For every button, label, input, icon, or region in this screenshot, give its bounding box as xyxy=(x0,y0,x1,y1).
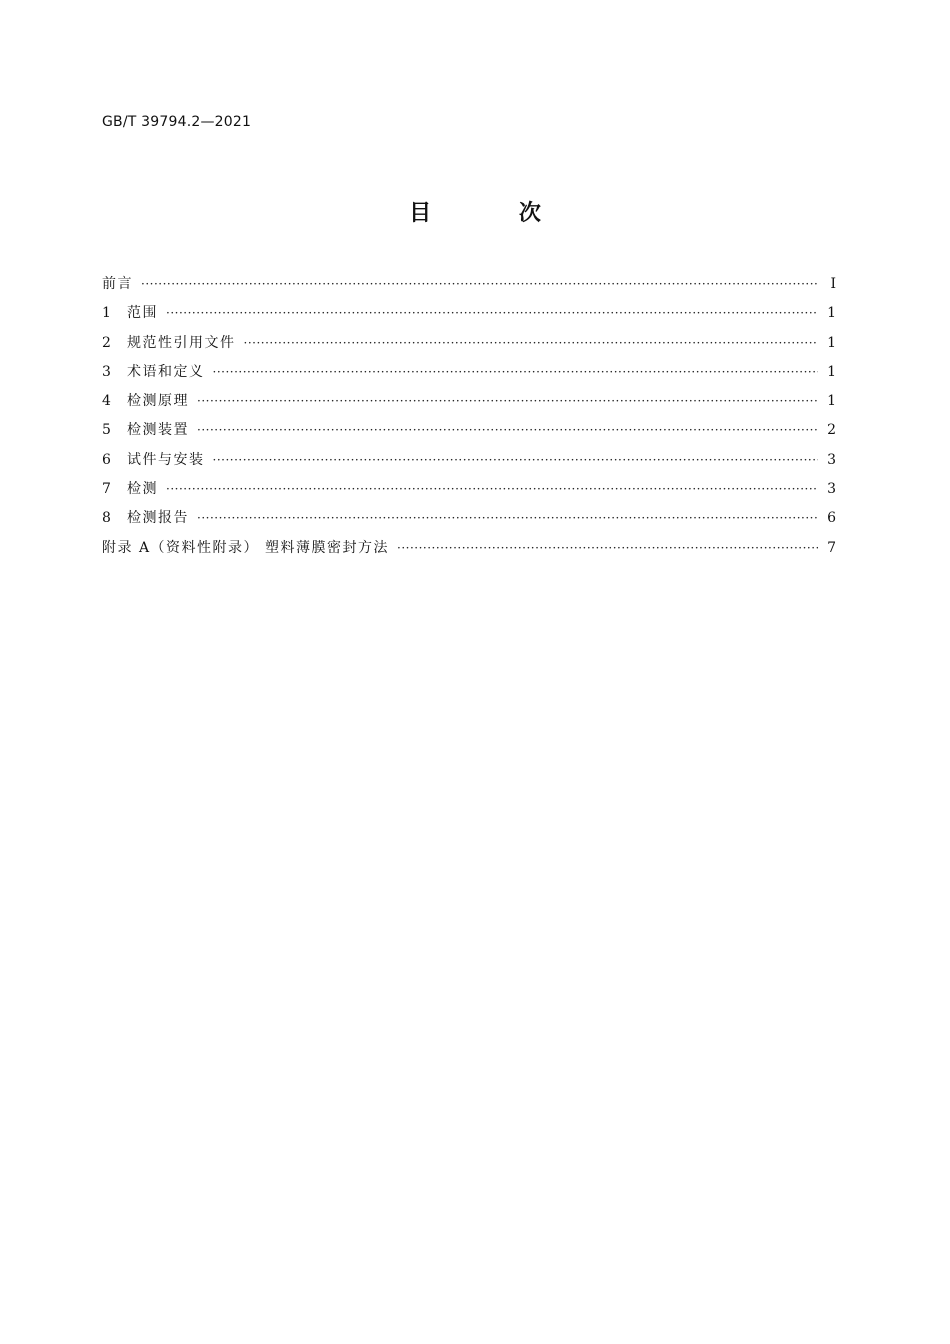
toc-entry-page: 2 xyxy=(827,422,836,439)
toc-entry-label: 前言 xyxy=(102,276,133,292)
toc-entry-label: 检测报告 xyxy=(127,510,189,527)
toc-leader-dots xyxy=(244,329,819,358)
toc-entry-number: 4 xyxy=(102,393,111,410)
toc-entry-foreword[interactable] xyxy=(102,270,836,299)
toc-entry-number: 2 xyxy=(102,334,111,351)
toc-entry-number: 7 xyxy=(102,481,111,498)
toc-leader-dots xyxy=(213,358,819,387)
toc-entry-appendix-a[interactable] xyxy=(102,534,836,563)
toc-entry-label: 检测装置 xyxy=(127,422,189,439)
toc-leader-dots xyxy=(397,534,818,563)
toc-leader-dots xyxy=(141,270,818,299)
toc-entry-page: 1 xyxy=(827,334,836,351)
toc-entry-number: 5 xyxy=(102,422,111,439)
toc-entry-page: 1 xyxy=(827,363,836,380)
standard-code: GB/T 39794.2—2021 xyxy=(102,114,252,130)
toc-entry-number: 6 xyxy=(102,451,111,468)
toc-title: 目 次 xyxy=(409,201,581,226)
toc-entry-page: 1 xyxy=(827,393,836,410)
toc-entry-label: 术语和定义 xyxy=(127,363,205,380)
toc-leader-dots xyxy=(197,387,818,416)
toc-entry-label: 范围 xyxy=(127,305,158,322)
toc-entry-label: 检测原理 xyxy=(127,393,189,410)
toc-entry-label: 规范性引用文件 xyxy=(127,334,236,351)
toc-entry-page: 7 xyxy=(827,539,836,556)
toc-entry-page: 6 xyxy=(827,510,836,527)
toc-entry-test-report[interactable] xyxy=(102,504,836,533)
toc-entry-label: 试件与安装 xyxy=(127,451,205,468)
toc-entry-page: 3 xyxy=(827,481,836,498)
toc-entry-specimen-installation[interactable] xyxy=(102,446,836,475)
toc-leader-dots xyxy=(197,416,818,445)
toc-leader-dots xyxy=(197,504,818,533)
toc-entry-test-apparatus[interactable] xyxy=(102,416,836,445)
toc-entry-number: 1 xyxy=(102,305,111,322)
toc-entry-number: 8 xyxy=(102,510,111,527)
toc-entry-page: 3 xyxy=(827,451,836,468)
toc-leader-dots xyxy=(213,446,819,475)
toc-entry-page: Ⅰ xyxy=(830,276,836,292)
toc-entry-test-principle[interactable] xyxy=(102,387,836,416)
toc-entry-label: 检测 xyxy=(127,481,158,498)
toc-leader-dots xyxy=(166,475,818,504)
toc-entry-page: 1 xyxy=(827,305,836,322)
toc-entry-number: 3 xyxy=(102,363,111,380)
toc-entry-scope[interactable] xyxy=(102,299,836,328)
toc-entry-terms-definitions[interactable] xyxy=(102,358,836,387)
toc-list xyxy=(102,270,836,563)
toc-leader-dots xyxy=(166,299,818,328)
toc-entry-testing[interactable] xyxy=(102,475,836,504)
toc-entry-label: 附录 A（资料性附录） 塑料薄膜密封方法 xyxy=(102,539,390,556)
toc-entry-normative-references[interactable] xyxy=(102,329,836,358)
